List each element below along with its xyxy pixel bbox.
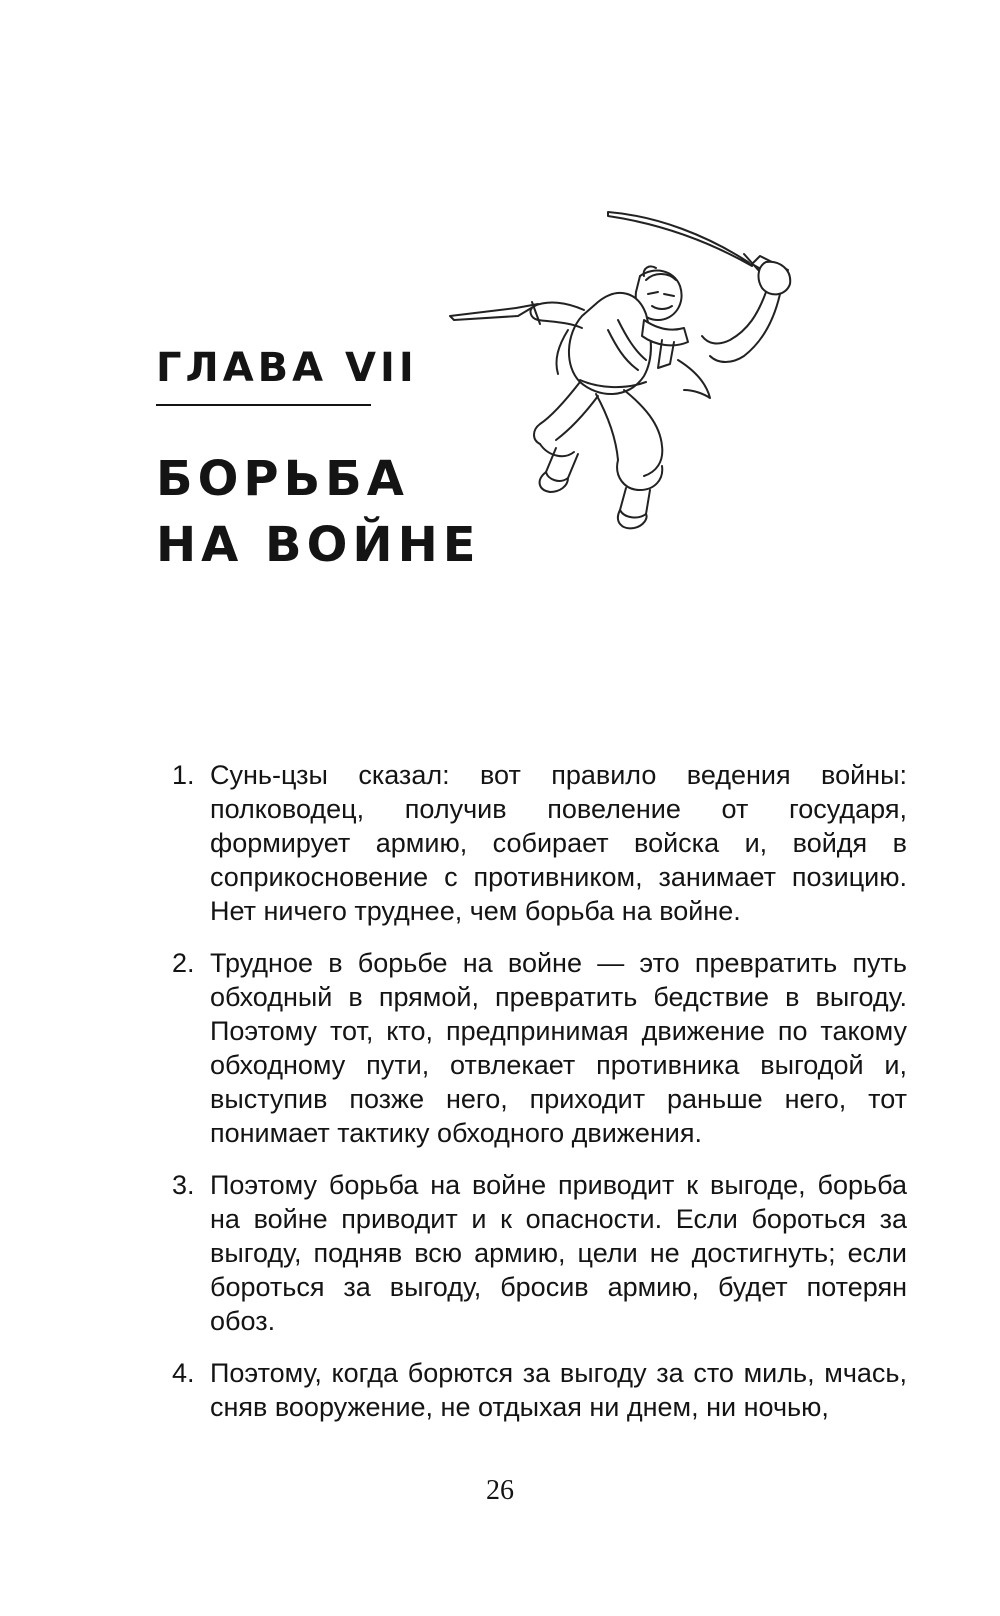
paragraph-2 (172, 946, 907, 1150)
paragraph-number: 3. (172, 1170, 195, 1200)
paragraph-3 (172, 1168, 907, 1338)
paragraph-number: 2. (172, 948, 195, 978)
paragraph-1 (172, 758, 907, 928)
paragraph-text: Трудное в борьбе на войне — это превратить путь обходный в прямой, превратить бедствие в выгоду. Поэтому тот, кто, предпринимая движение по такому обходному пути, отвлекает противника выгодой и, выступив позже него, приходит раньше него, тот понимает тактику обходного движения. (210, 948, 907, 1148)
paragraph-text: Поэтому борьба на войне приводит к выгоде, борьба на войне приводит и к опасности. Если бороться за выгоду, подняв всю армию, цели не достигнуть; если бороться за выгоду, бросив армию, будет потерян обоз. (210, 1170, 907, 1336)
chapter-title-line-1: БОРЬБА (156, 451, 409, 507)
paragraph-4 (172, 1356, 907, 1424)
page-number: 26 (486, 1475, 514, 1506)
chapter-divider (156, 404, 371, 406)
paragraph-text: Сунь-цзы сказал: вот правило ведения войны: полководец, получив повеление от государя, формирует армию, собирает войска и, войдя в соприкосновение с противником, занимает позицию. Нет ничего труднее, чем борьба на войне. (210, 760, 907, 926)
samurai-illustration-icon (448, 210, 828, 560)
chapter-title-line-2: НА ВОЙНЕ (156, 517, 481, 573)
paragraph-text: Поэтому, когда борются за выгоду за сто миль, мчась, сняв вооружение, не отдыхая ни днем, ни ночью, (210, 1358, 907, 1422)
paragraph-number: 4. (172, 1358, 195, 1388)
paragraph-number: 1. (172, 760, 195, 790)
chapter-label: ГЛАВА VII (156, 345, 418, 391)
paragraph-list (172, 758, 907, 1442)
chapter-title (156, 446, 481, 578)
